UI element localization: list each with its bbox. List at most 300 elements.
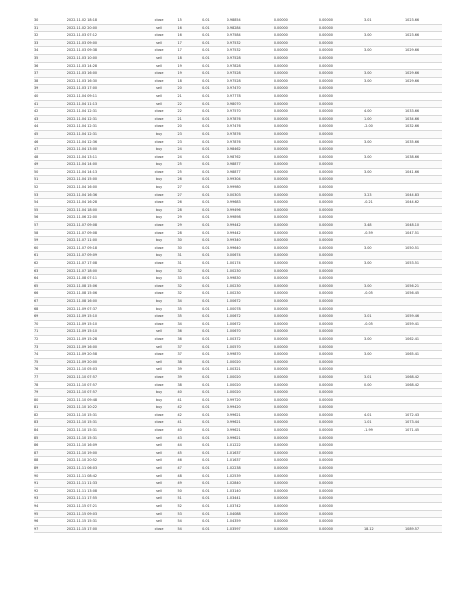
deal-number-cell: 51	[34, 176, 65, 184]
take-profit-cell: 0.00000	[319, 214, 364, 222]
deal-profit-cell	[364, 54, 405, 62]
lot-size-cell: 0.01	[202, 146, 227, 154]
lot-size-cell: 0.01	[202, 260, 227, 268]
deal-type-cell: buy	[141, 237, 178, 245]
deal-type-cell: close	[141, 123, 178, 131]
lot-size-cell: 0.01	[202, 176, 227, 184]
stop-loss-cell: 0.00000	[274, 389, 319, 397]
lot-size-cell: 0.01	[202, 214, 227, 222]
take-profit-cell: 0.00000	[319, 351, 364, 359]
table-row	[34, 62, 442, 70]
deal-price-cell: 0.97876	[227, 115, 274, 123]
take-profit-cell: 0.00000	[319, 396, 364, 404]
order-number-cell: 45	[177, 449, 202, 457]
take-profit-cell: 0.00000	[319, 222, 364, 230]
take-profit-cell: 0.00000	[319, 17, 364, 24]
table-row	[34, 404, 442, 412]
order-number-cell: 38	[177, 381, 202, 389]
deal-price-cell: 0.97876	[227, 130, 274, 138]
table-row	[34, 366, 442, 374]
stop-loss-cell: 0.00000	[274, 176, 319, 184]
lot-size-cell: 0.01	[202, 32, 227, 40]
deal-type-cell: close	[141, 222, 178, 230]
deal-number-cell: 42	[34, 108, 65, 116]
deal-profit-cell: -0.05	[364, 320, 405, 328]
table-row	[34, 358, 442, 366]
deal-time-cell: 2022.11.11 17:55	[65, 495, 141, 503]
order-number-cell: 40	[177, 427, 202, 435]
deal-number-cell: 70	[34, 320, 65, 328]
account-balance-cell: 1029.66	[405, 77, 442, 85]
deal-profit-cell	[364, 184, 405, 192]
deal-number-cell: 44	[34, 123, 65, 131]
take-profit-cell: 0.00000	[319, 184, 364, 192]
order-number-cell: 37	[177, 351, 202, 359]
account-balance-cell	[405, 465, 442, 473]
account-balance-cell: 1044.62	[405, 199, 442, 207]
take-profit-cell: 0.00000	[319, 411, 364, 419]
take-profit-cell: 0.00000	[319, 495, 364, 503]
deal-number-cell: 89	[34, 465, 65, 473]
account-balance-cell: 1071.45	[405, 427, 442, 435]
deal-profit-cell: 3.01	[364, 373, 405, 381]
deal-time-cell: 2022.11.11 06:03	[65, 465, 141, 473]
lot-size-cell: 0.01	[202, 191, 227, 199]
deal-type-cell: sell	[141, 480, 178, 488]
account-balance-cell	[405, 510, 442, 518]
deal-price-cell: 0.97528	[227, 54, 274, 62]
lot-size-cell: 0.01	[202, 328, 227, 336]
order-number-cell: 33	[177, 275, 202, 283]
account-balance-cell: 1056.45	[405, 290, 442, 298]
stop-loss-cell: 0.00000	[274, 427, 319, 435]
stop-loss-cell: 0.00000	[274, 100, 319, 108]
order-number-cell: 16	[177, 32, 202, 40]
order-number-cell: 53	[177, 510, 202, 518]
deal-price-cell: 0.97532	[227, 39, 274, 47]
table-row	[34, 351, 442, 359]
lot-size-cell: 0.01	[202, 396, 227, 404]
stop-loss-cell: 0.00000	[274, 503, 319, 511]
lot-size-cell: 0.01	[202, 100, 227, 108]
deal-type-cell: buy	[141, 275, 178, 283]
stop-loss-cell: 0.00000	[274, 32, 319, 40]
deal-number-cell: 48	[34, 153, 65, 161]
order-number-cell: 42	[177, 411, 202, 419]
order-number-cell: 39	[177, 366, 202, 374]
deal-number-cell: 92	[34, 487, 65, 495]
deal-type-cell: close	[141, 411, 178, 419]
deal-price-cell: 1.00020	[227, 358, 274, 366]
deal-number-cell: 43	[34, 115, 65, 123]
account-balance-cell: 1023.66	[405, 17, 442, 24]
trade-history-table-container	[34, 17, 442, 533]
stop-loss-cell: 0.00000	[274, 343, 319, 351]
deal-profit-cell: 3.00	[364, 32, 405, 40]
deal-type-cell: sell	[141, 510, 178, 518]
deal-profit-cell: 4.00	[364, 108, 405, 116]
table-row	[34, 32, 442, 40]
stop-loss-cell: 0.00000	[274, 206, 319, 214]
deal-price-cell: 1.02539	[227, 472, 274, 480]
table-row	[34, 480, 442, 488]
lot-size-cell: 0.01	[202, 237, 227, 245]
lot-size-cell: 0.01	[202, 130, 227, 138]
deal-profit-cell	[364, 487, 405, 495]
deal-type-cell: buy	[141, 176, 178, 184]
deal-profit-cell: 3.00	[364, 351, 405, 359]
deal-profit-cell: -2.00	[364, 123, 405, 131]
deal-price-cell: 1.04359	[227, 518, 274, 526]
deal-profit-cell	[364, 518, 405, 526]
stop-loss-cell: 0.00000	[274, 168, 319, 176]
stop-loss-cell: 0.00000	[274, 267, 319, 275]
table-row	[34, 457, 442, 465]
lot-size-cell: 0.01	[202, 518, 227, 526]
deal-type-cell: sell	[141, 472, 178, 480]
account-balance-cell	[405, 161, 442, 169]
deal-profit-cell: 3.00	[364, 335, 405, 343]
stop-loss-cell: 0.00000	[274, 328, 319, 336]
table-row	[34, 176, 442, 184]
deal-number-cell: 41	[34, 100, 65, 108]
stop-loss-cell: 0.00000	[274, 123, 319, 131]
deal-type-cell: close	[141, 373, 178, 381]
deal-time-cell: 2022.11.10 15:31	[65, 434, 141, 442]
take-profit-cell: 0.00000	[319, 191, 364, 199]
account-balance-cell: 1023.66	[405, 32, 442, 40]
account-balance-cell	[405, 366, 442, 374]
table-row	[34, 54, 442, 62]
stop-loss-cell: 0.00000	[274, 358, 319, 366]
stop-loss-cell: 0.00000	[274, 54, 319, 62]
deal-profit-cell	[364, 206, 405, 214]
stop-loss-cell: 0.00000	[274, 313, 319, 321]
deal-price-cell: 1.00230	[227, 267, 274, 275]
deal-time-cell: 2022.11.07 09:18	[65, 244, 141, 252]
order-number-cell: 43	[177, 434, 202, 442]
stop-loss-cell: 0.00000	[274, 244, 319, 252]
order-number-cell: 27	[177, 184, 202, 192]
table-row	[34, 24, 442, 32]
deal-time-cell: 2022.11.07 17:08	[65, 260, 141, 268]
order-number-cell: 41	[177, 396, 202, 404]
lot-size-cell: 0.01	[202, 313, 227, 321]
stop-loss-cell: 0.00000	[274, 480, 319, 488]
order-number-cell: 44	[177, 442, 202, 450]
order-number-cell: 22	[177, 100, 202, 108]
table-row	[34, 343, 442, 351]
deal-number-cell: 37	[34, 70, 65, 78]
table-row	[34, 108, 442, 116]
account-balance-cell	[405, 176, 442, 184]
deal-number-cell: 46	[34, 138, 65, 146]
deal-price-cell: 0.99442	[227, 222, 274, 230]
deal-number-cell: 67	[34, 297, 65, 305]
deal-type-cell: sell	[141, 62, 178, 70]
deal-profit-cell: 1.01	[364, 419, 405, 427]
deal-price-cell: 0.97876	[227, 138, 274, 146]
deal-price-cell: 0.98284	[227, 24, 274, 32]
deal-type-cell: close	[141, 313, 178, 321]
table-row	[34, 70, 442, 78]
account-balance-cell: 1059.41	[405, 320, 442, 328]
deal-number-cell: 45	[34, 130, 65, 138]
order-number-cell: 17	[177, 39, 202, 47]
deal-price-cell: 1.00670	[227, 328, 274, 336]
deal-time-cell: 2022.11.10 15:31	[65, 419, 141, 427]
take-profit-cell: 0.00000	[319, 335, 364, 343]
order-number-cell: 20	[177, 85, 202, 93]
deal-type-cell: close	[141, 138, 178, 146]
deal-profit-cell: 1.00	[364, 115, 405, 123]
stop-loss-cell: 0.00000	[274, 214, 319, 222]
deal-time-cell: 2022.11.10 09:48	[65, 396, 141, 404]
deal-price-cell: 0.98070	[227, 100, 274, 108]
take-profit-cell: 0.00000	[319, 229, 364, 237]
stop-loss-cell: 0.00000	[274, 70, 319, 78]
order-number-cell: 21	[177, 92, 202, 100]
deal-number-cell: 32	[34, 32, 65, 40]
deal-profit-cell	[364, 24, 405, 32]
deal-time-cell: 2022.11.04 15:00	[65, 176, 141, 184]
deal-profit-cell	[364, 85, 405, 93]
deal-profit-cell: 3.00	[364, 47, 405, 55]
take-profit-cell: 0.00000	[319, 465, 364, 473]
deal-profit-cell	[364, 62, 405, 70]
take-profit-cell: 0.00000	[319, 442, 364, 450]
deal-type-cell: buy	[141, 305, 178, 313]
deal-type-cell: sell	[141, 92, 178, 100]
deal-time-cell: 2022.11.09 07:37	[65, 305, 141, 313]
deal-number-cell: 54	[34, 199, 65, 207]
deal-number-cell: 97	[34, 525, 65, 533]
deal-profit-cell	[364, 176, 405, 184]
trade-history-body	[34, 17, 442, 533]
stop-loss-cell: 0.00000	[274, 92, 319, 100]
lot-size-cell: 0.01	[202, 252, 227, 260]
table-row	[34, 267, 442, 275]
order-number-cell: 34	[177, 297, 202, 305]
lot-size-cell: 0.01	[202, 457, 227, 465]
order-number-cell: 16	[177, 24, 202, 32]
lot-size-cell: 0.01	[202, 62, 227, 70]
deal-profit-cell: 4.01	[364, 411, 405, 419]
account-balance-cell	[405, 518, 442, 526]
deal-profit-cell	[364, 39, 405, 47]
deal-price-cell: 1.00230	[227, 282, 274, 290]
lot-size-cell: 0.01	[202, 297, 227, 305]
deal-time-cell: 2022.11.04 13:11	[65, 153, 141, 161]
deal-profit-cell	[364, 434, 405, 442]
order-number-cell: 46	[177, 457, 202, 465]
lot-size-cell: 0.01	[202, 138, 227, 146]
stop-loss-cell: 0.00000	[274, 229, 319, 237]
deal-profit-cell	[364, 503, 405, 511]
take-profit-cell: 0.00000	[319, 472, 364, 480]
deal-number-cell: 35	[34, 54, 65, 62]
deal-time-cell: 2022.11.04 16:36	[65, 191, 141, 199]
deal-time-cell: 2022.11.03 09:38	[65, 47, 141, 55]
deal-number-cell: 90	[34, 472, 65, 480]
order-number-cell: 34	[177, 320, 202, 328]
deal-price-cell: 0.99898	[227, 214, 274, 222]
table-row	[34, 222, 442, 230]
deal-price-cell: 1.02238	[227, 465, 274, 473]
order-number-cell: 51	[177, 495, 202, 503]
deal-time-cell: 2022.11.02 20:00	[65, 24, 141, 32]
order-number-cell: 30	[177, 244, 202, 252]
deal-time-cell: 2022.11.07 09:09	[65, 252, 141, 260]
take-profit-cell: 0.00000	[319, 85, 364, 93]
lot-size-cell: 0.01	[202, 404, 227, 412]
deal-type-cell: buy	[141, 404, 178, 412]
table-row	[34, 252, 442, 260]
lot-size-cell: 0.01	[202, 411, 227, 419]
lot-size-cell: 0.01	[202, 290, 227, 298]
deal-type-cell: close	[141, 108, 178, 116]
stop-loss-cell: 0.00000	[274, 465, 319, 473]
take-profit-cell: 0.00000	[319, 115, 364, 123]
deal-profit-cell	[364, 275, 405, 283]
deal-number-cell: 93	[34, 495, 65, 503]
table-row	[34, 396, 442, 404]
deal-profit-cell: 3.01	[364, 17, 405, 24]
deal-type-cell: close	[141, 351, 178, 359]
deal-price-cell: 1.00672	[227, 297, 274, 305]
stop-loss-cell: 0.00000	[274, 161, 319, 169]
table-row	[34, 39, 442, 47]
deal-type-cell: close	[141, 244, 178, 252]
take-profit-cell: 0.00000	[319, 168, 364, 176]
deal-profit-cell: 3.00	[364, 282, 405, 290]
account-balance-cell	[405, 62, 442, 70]
order-number-cell: 30	[177, 237, 202, 245]
order-number-cell: 38	[177, 358, 202, 366]
order-number-cell: 29	[177, 214, 202, 222]
deal-type-cell: buy	[141, 206, 178, 214]
lot-size-cell: 0.01	[202, 153, 227, 161]
deal-number-cell: 31	[34, 24, 65, 32]
deal-number-cell: 61	[34, 252, 65, 260]
deal-number-cell: 86	[34, 442, 65, 450]
order-number-cell: 28	[177, 206, 202, 214]
order-number-cell: 28	[177, 229, 202, 237]
deal-price-cell: 0.99621	[227, 434, 274, 442]
table-row	[34, 525, 442, 533]
order-number-cell: 17	[177, 47, 202, 55]
deal-time-cell: 2022.11.09 15:10	[65, 328, 141, 336]
deal-price-cell: 0.99420	[227, 404, 274, 412]
stop-loss-cell: 0.00000	[274, 62, 319, 70]
stop-loss-cell: 0.00000	[274, 396, 319, 404]
table-row	[34, 305, 442, 313]
deal-number-cell: 73	[34, 343, 65, 351]
deal-time-cell: 2022.11.04 12:31	[65, 115, 141, 123]
account-balance-cell: 1089.57	[405, 525, 442, 533]
account-balance-cell: 1065.41	[405, 351, 442, 359]
deal-profit-cell	[364, 404, 405, 412]
deal-profit-cell	[364, 92, 405, 100]
account-balance-cell	[405, 130, 442, 138]
deal-time-cell: 2022.11.10 15:31	[65, 427, 141, 435]
account-balance-cell	[405, 297, 442, 305]
deal-profit-cell	[364, 366, 405, 374]
lot-size-cell: 0.01	[202, 54, 227, 62]
lot-size-cell: 0.01	[202, 358, 227, 366]
deal-type-cell: sell	[141, 495, 178, 503]
deal-price-cell: 0.97570	[227, 108, 274, 116]
deal-type-cell: close	[141, 168, 178, 176]
table-row	[34, 434, 442, 442]
deal-price-cell: 1.03140	[227, 487, 274, 495]
deal-price-cell: 1.00672	[227, 313, 274, 321]
account-balance-cell	[405, 396, 442, 404]
stop-loss-cell: 0.00000	[274, 282, 319, 290]
lot-size-cell: 0.01	[202, 525, 227, 533]
deal-time-cell: 2022.11.04 14:13	[65, 168, 141, 176]
table-row	[34, 244, 442, 252]
lot-size-cell: 0.01	[202, 267, 227, 275]
deal-profit-cell	[364, 305, 405, 313]
deal-time-cell: 2022.11.04 12:31	[65, 130, 141, 138]
account-balance-cell: 1047.51	[405, 229, 442, 237]
stop-loss-cell: 0.00000	[274, 108, 319, 116]
deal-time-cell: 2022.11.09 20:58	[65, 351, 141, 359]
deal-type-cell: sell	[141, 39, 178, 47]
deal-time-cell: 2022.11.03 10:00	[65, 54, 141, 62]
account-balance-cell	[405, 328, 442, 336]
order-number-cell: 54	[177, 518, 202, 526]
deal-price-cell: 1.02840	[227, 480, 274, 488]
order-number-cell: 25	[177, 168, 202, 176]
deal-type-cell: sell	[141, 54, 178, 62]
lot-size-cell: 0.01	[202, 351, 227, 359]
order-number-cell: 47	[177, 465, 202, 473]
order-number-cell: 40	[177, 389, 202, 397]
account-balance-cell	[405, 267, 442, 275]
order-number-cell: 49	[177, 480, 202, 488]
take-profit-cell: 0.00000	[319, 267, 364, 275]
table-row	[34, 138, 442, 146]
order-number-cell: 35	[177, 305, 202, 313]
deal-profit-cell	[364, 480, 405, 488]
deal-profit-cell: 3.00	[364, 244, 405, 252]
deal-number-cell: 71	[34, 328, 65, 336]
lot-size-cell: 0.01	[202, 92, 227, 100]
lot-size-cell: 0.01	[202, 503, 227, 511]
deal-profit-cell	[364, 130, 405, 138]
order-number-cell: 31	[177, 260, 202, 268]
deal-time-cell: 2022.11.15 09:03	[65, 510, 141, 518]
stop-loss-cell: 0.00000	[274, 449, 319, 457]
deal-price-cell: 1.03742	[227, 503, 274, 511]
deal-price-cell: 0.99621	[227, 427, 274, 435]
deal-time-cell: 2022.11.04 12:36	[65, 138, 141, 146]
account-balance-cell	[405, 442, 442, 450]
take-profit-cell: 0.00000	[319, 449, 364, 457]
deal-type-cell: close	[141, 381, 178, 389]
deal-number-cell: 33	[34, 39, 65, 47]
deal-price-cell: 1.03597	[227, 525, 274, 533]
stop-loss-cell: 0.00000	[274, 404, 319, 412]
lot-size-cell: 0.01	[202, 199, 227, 207]
table-row	[34, 77, 442, 85]
deal-price-cell: 1.04088	[227, 510, 274, 518]
deal-type-cell: close	[141, 282, 178, 290]
table-row	[34, 335, 442, 343]
stop-loss-cell: 0.00000	[274, 366, 319, 374]
